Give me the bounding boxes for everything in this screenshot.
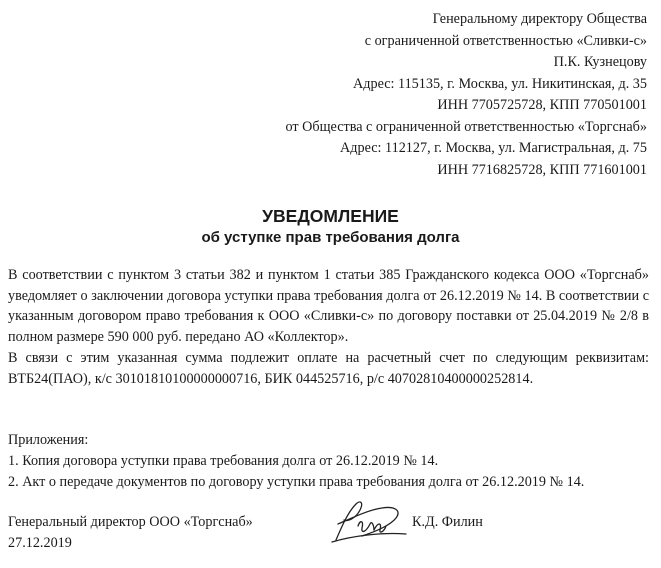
- signer-name: К.Д. Филин: [412, 514, 483, 530]
- sender-line: от Общества с ограниченной ответственностью «Торгснаб»: [285, 118, 647, 135]
- addressee-line: Генеральному директору Общества: [432, 11, 647, 27]
- body-paragraph: В связи с этим указанная сумма подлежит оплате на расчетный счет по следующим реквизитам: ВТБ24(ПАО), к/с 30101810100000000716, БИК 044525716, р/с 40702810400000252814.: [8, 349, 649, 387]
- title-main: УВЕДОМЛЕНИЕ: [262, 206, 399, 226]
- addressee-line: ИНН 7705725728, КПП 770501001: [437, 97, 647, 113]
- sender-line: ИНН 7716825728, КПП 771601001: [437, 161, 647, 178]
- notice-body: [8, 265, 649, 389]
- addressee-block: [286, 9, 647, 181]
- attachments-block: [8, 430, 584, 493]
- body-paragraph: В соответствии с пунктом 3 статьи 382 и пунктом 1 статьи 385 Гражданского кодекса ООО «Торгснаб» уведомляет о заключении договора уступки права требования долга от 26.12.2019 № 14. В соответствии с указанным договором право требования к ООО «Сливки-с» по договору поставки от 25.04.2019 № 2/8 в полном размере 590 000 руб. передано АО «Коллектор».: [8, 267, 649, 346]
- document-title: [0, 204, 661, 248]
- attachment-item: 2. Акт о передаче документов по договору уступки права требования долга от 26.12.2019 № 14.: [8, 474, 585, 490]
- document-date: 27.12.2019: [8, 535, 72, 551]
- addressee-line: Адрес: 115135, г. Москва, ул. Никитинская, д. 35: [353, 75, 647, 92]
- title-subtitle: об уступке прав требования долга: [201, 229, 460, 246]
- attachment-item: 1. Копия договора уступки права требования долга от 26.12.2019 № 14.: [8, 453, 439, 469]
- handwritten-signature-icon: [322, 496, 410, 546]
- attachments-heading: Приложения:: [8, 432, 89, 448]
- addressee-line: с ограниченной ответственностью «Сливки-с»: [364, 32, 647, 49]
- addressee-line: П.К. Кузнецову: [553, 54, 647, 70]
- signer-role: Генеральный директор ООО «Торгснаб»: [8, 514, 253, 530]
- sender-line: Адрес: 112127, г. Москва, ул. Магистральная, д. 75: [340, 140, 647, 156]
